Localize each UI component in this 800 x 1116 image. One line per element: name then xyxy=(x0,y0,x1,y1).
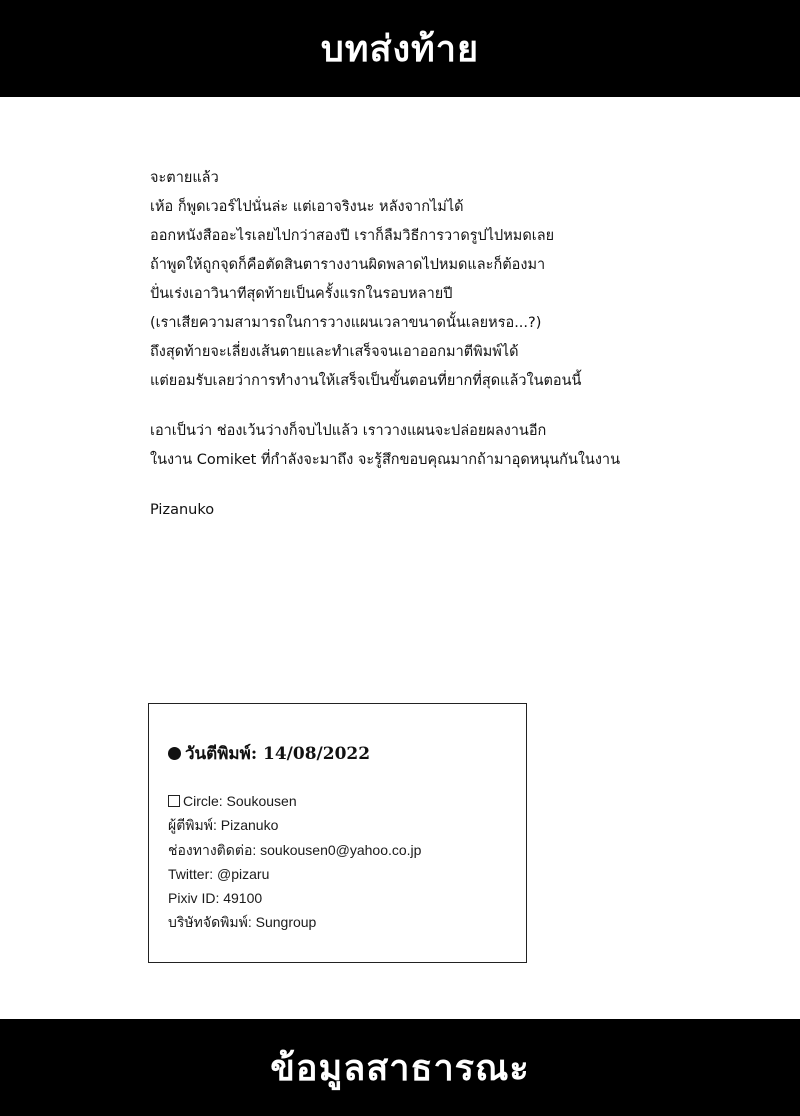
publication-date: วันตีพิมพ์: 14/08/2022 xyxy=(185,744,371,764)
printer-row xyxy=(168,910,421,934)
circle-row xyxy=(168,789,421,813)
printer-name: บริษัทจัดพิมพ์: Sungroup xyxy=(168,914,317,931)
publication-details xyxy=(168,789,421,935)
footer-title: ข้อมูลสาธารณะ xyxy=(270,1048,530,1089)
afterword-line: (เราเสียความสามารถในการวางแผนเวลาขนาดนั้นเลยหรอ...?) xyxy=(150,315,542,331)
contact-email: ช่องทางติดต่อ: soukousen0@yahoo.co.jp xyxy=(168,841,422,858)
author-signature: Pizanuko xyxy=(150,502,215,518)
pixiv-row xyxy=(168,886,421,910)
afterword-line: แต่ยอมรับเลยว่าการทำงานให้เสร็จเป็นขั้นตอนที่ยากที่สุดแล้วในตอนนี้ xyxy=(150,373,582,389)
afterword-line: ถึงสุดท้ายจะเลี่ยงเส้นตายและทำเสร็จจนเอาออกมาตีพิมพ์ได้ xyxy=(150,344,519,360)
publication-date-heading xyxy=(168,740,370,767)
page-title: บทส่งท้าย xyxy=(320,29,480,70)
afterword-text xyxy=(150,164,710,525)
afterword-line: ถ้าพูดให้ถูกจุดก็คือตัดสินตารางงานผิดพลาดไปหมดและก็ต้องมา xyxy=(150,257,546,273)
checkbox-icon xyxy=(168,795,180,807)
afterword-line: ในงาน Comiket ที่กำลังจะมาถึง จะรู้สึกขอบคุณมากถ้ามาอุดหนุนกันในงาน xyxy=(150,452,620,468)
publisher-row xyxy=(168,813,421,837)
contact-row xyxy=(168,838,421,862)
circle-name: Circle: Soukousen xyxy=(183,793,297,809)
pixiv-id: Pixiv ID: 49100 xyxy=(168,890,263,907)
afterword-line: จะตายแล้ว xyxy=(150,170,219,186)
publisher-name: ผู้ตีพิมพ์: Pizanuko xyxy=(168,817,279,834)
afterword-line: เห้อ ก็พูดเวอร์ไปนั่นล่ะ แต่เอาจริงนะ หลังจากไม่ได้ xyxy=(150,199,464,215)
bullet-icon xyxy=(168,747,181,760)
afterword-line: ปั่นเร่งเอาวินาทีสุดท้ายเป็นครั้งแรกในรอบหลายปี xyxy=(150,286,453,302)
publication-info-box xyxy=(148,703,527,963)
afterword-line: ออกหนังสืออะไรเลยไปกว่าสองปี เราก็ลืมวิธีการวาดรูปไปหมดเลย xyxy=(150,228,555,244)
afterword-line: เอาเป็นว่า ช่องเว้นว่างก็จบไปแล้ว เราวางแผนจะปล่อยผลงานอีก xyxy=(150,423,547,439)
twitter-handle: Twitter: @pizaru xyxy=(168,865,270,882)
footer-band xyxy=(0,1019,800,1116)
twitter-row xyxy=(168,862,421,886)
header-band xyxy=(0,0,800,97)
